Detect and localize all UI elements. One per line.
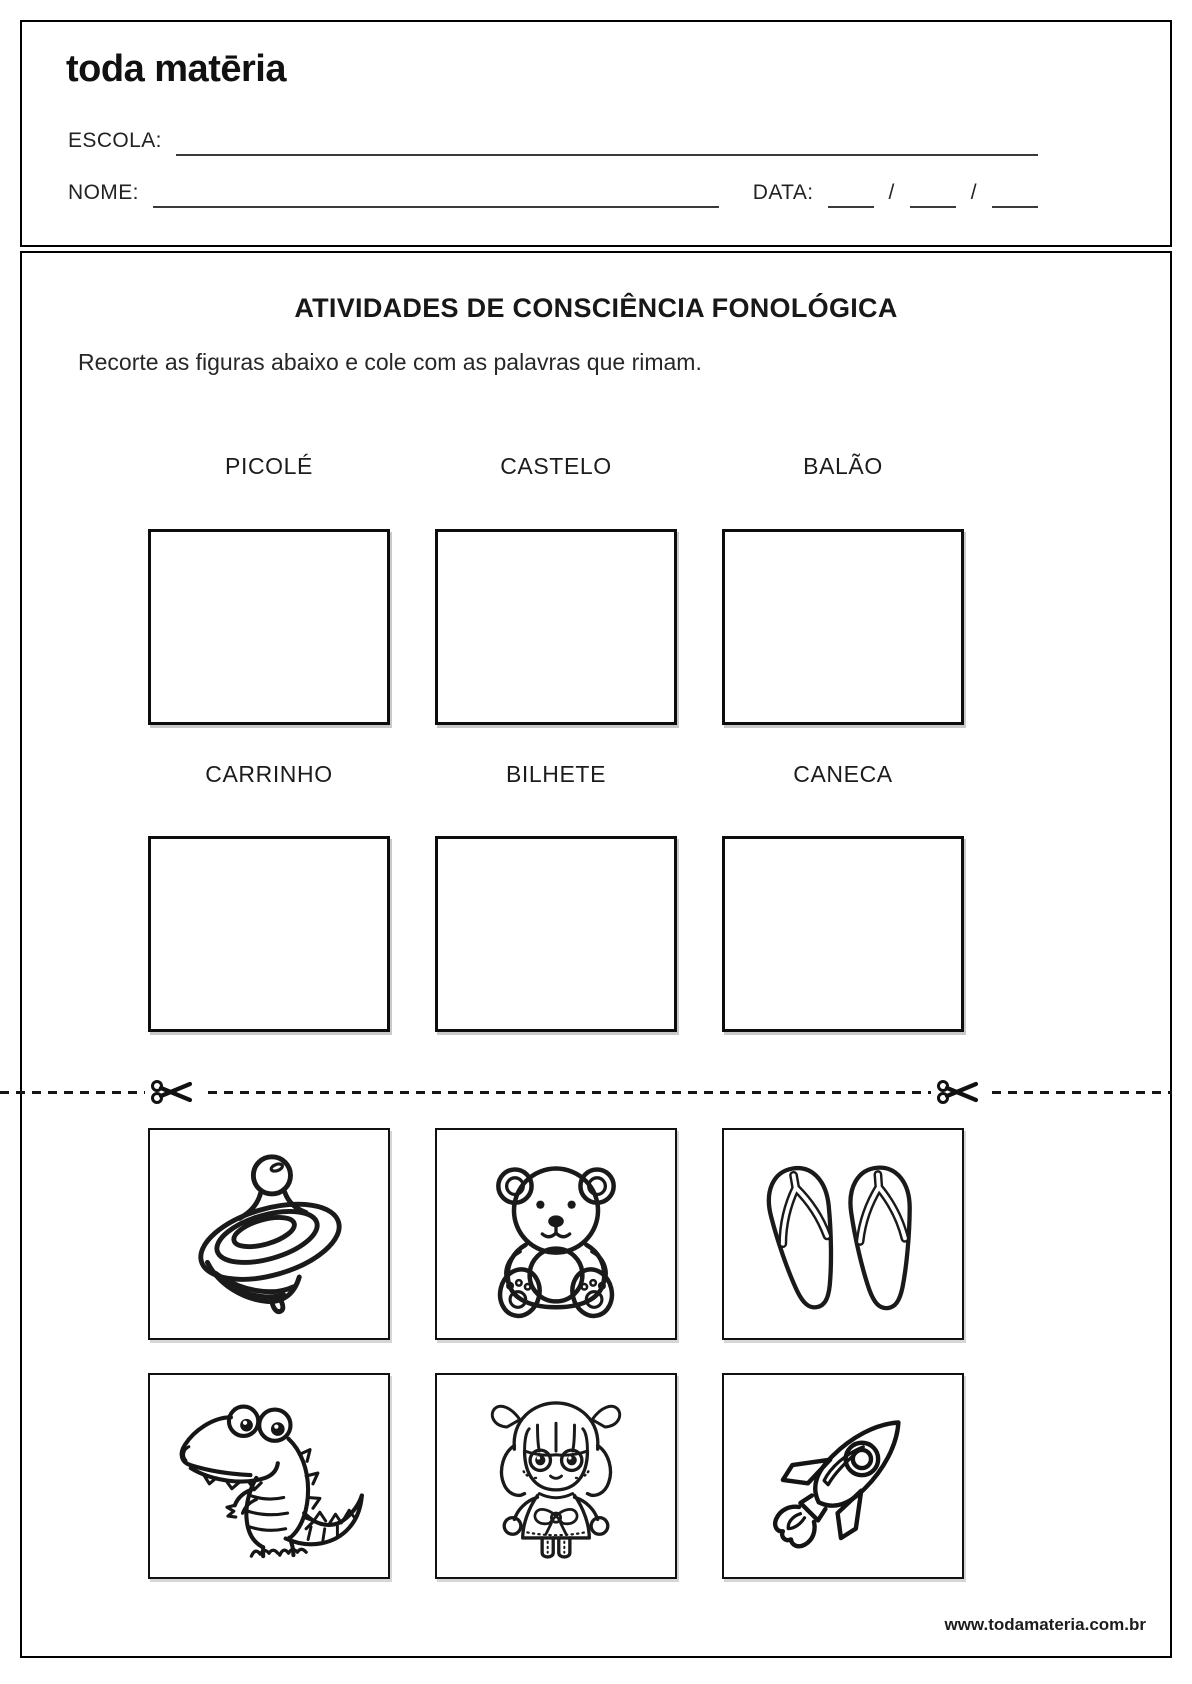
school-label: ESCOLA:: [68, 129, 162, 152]
school-field-row: [68, 126, 1038, 156]
rhyme-word-label: CASTELO: [500, 453, 612, 479]
header-box: [20, 20, 1172, 247]
scissors-icon: [931, 1077, 987, 1107]
rhyme-word-label: PICOLÉ: [225, 453, 313, 479]
teddy-bear-image: [455, 1148, 657, 1320]
date-separator: /: [970, 181, 977, 204]
scissors-icon: [145, 1077, 201, 1107]
brand-logo: toda matēria: [66, 48, 286, 90]
school-blank-line[interactable]: [176, 128, 1038, 156]
picture-card: [435, 1128, 677, 1340]
rag-doll-image: [455, 1390, 657, 1562]
date-year-blank[interactable]: [992, 180, 1038, 208]
worksheet-instruction: Recorte as figuras abaixo e cole com as palavras que rimam.: [78, 349, 702, 375]
rhyme-word-label: BALÃO: [803, 453, 883, 479]
footer-website: www.todamateria.com.br: [944, 1615, 1146, 1634]
rhyme-word-label: BILHETE: [505, 761, 607, 787]
paste-box[interactable]: [722, 529, 964, 725]
paste-box[interactable]: [435, 836, 677, 1032]
rhyme-word-label: CANECA: [793, 761, 893, 787]
name-blank-line[interactable]: [153, 180, 719, 208]
picture-card: [148, 1373, 390, 1579]
rocket-image: [742, 1390, 944, 1562]
paste-box[interactable]: [148, 836, 390, 1032]
date-label: DATA:: [752, 181, 814, 204]
spinning-top-image: [168, 1148, 370, 1320]
paste-box[interactable]: [148, 529, 390, 725]
picture-card: [722, 1373, 964, 1579]
worksheet-title: ATIVIDADES DE CONSCIÊNCIA FONOLÓGICA: [294, 293, 898, 323]
paste-box[interactable]: [722, 836, 964, 1032]
crocodile-image: [168, 1390, 370, 1562]
name-date-field-row: [68, 178, 1038, 208]
date-separator: /: [888, 181, 895, 204]
paste-box[interactable]: [435, 529, 677, 725]
rhyme-word-label: CARRINHO: [205, 761, 333, 787]
picture-card: [722, 1128, 964, 1340]
date-month-blank[interactable]: [910, 180, 956, 208]
name-label: NOME:: [68, 181, 139, 204]
date-day-blank[interactable]: [828, 180, 874, 208]
worksheet-body: [20, 251, 1172, 1658]
flip-flops-image: [742, 1148, 944, 1320]
picture-card: [148, 1128, 390, 1340]
picture-card: [435, 1373, 677, 1579]
